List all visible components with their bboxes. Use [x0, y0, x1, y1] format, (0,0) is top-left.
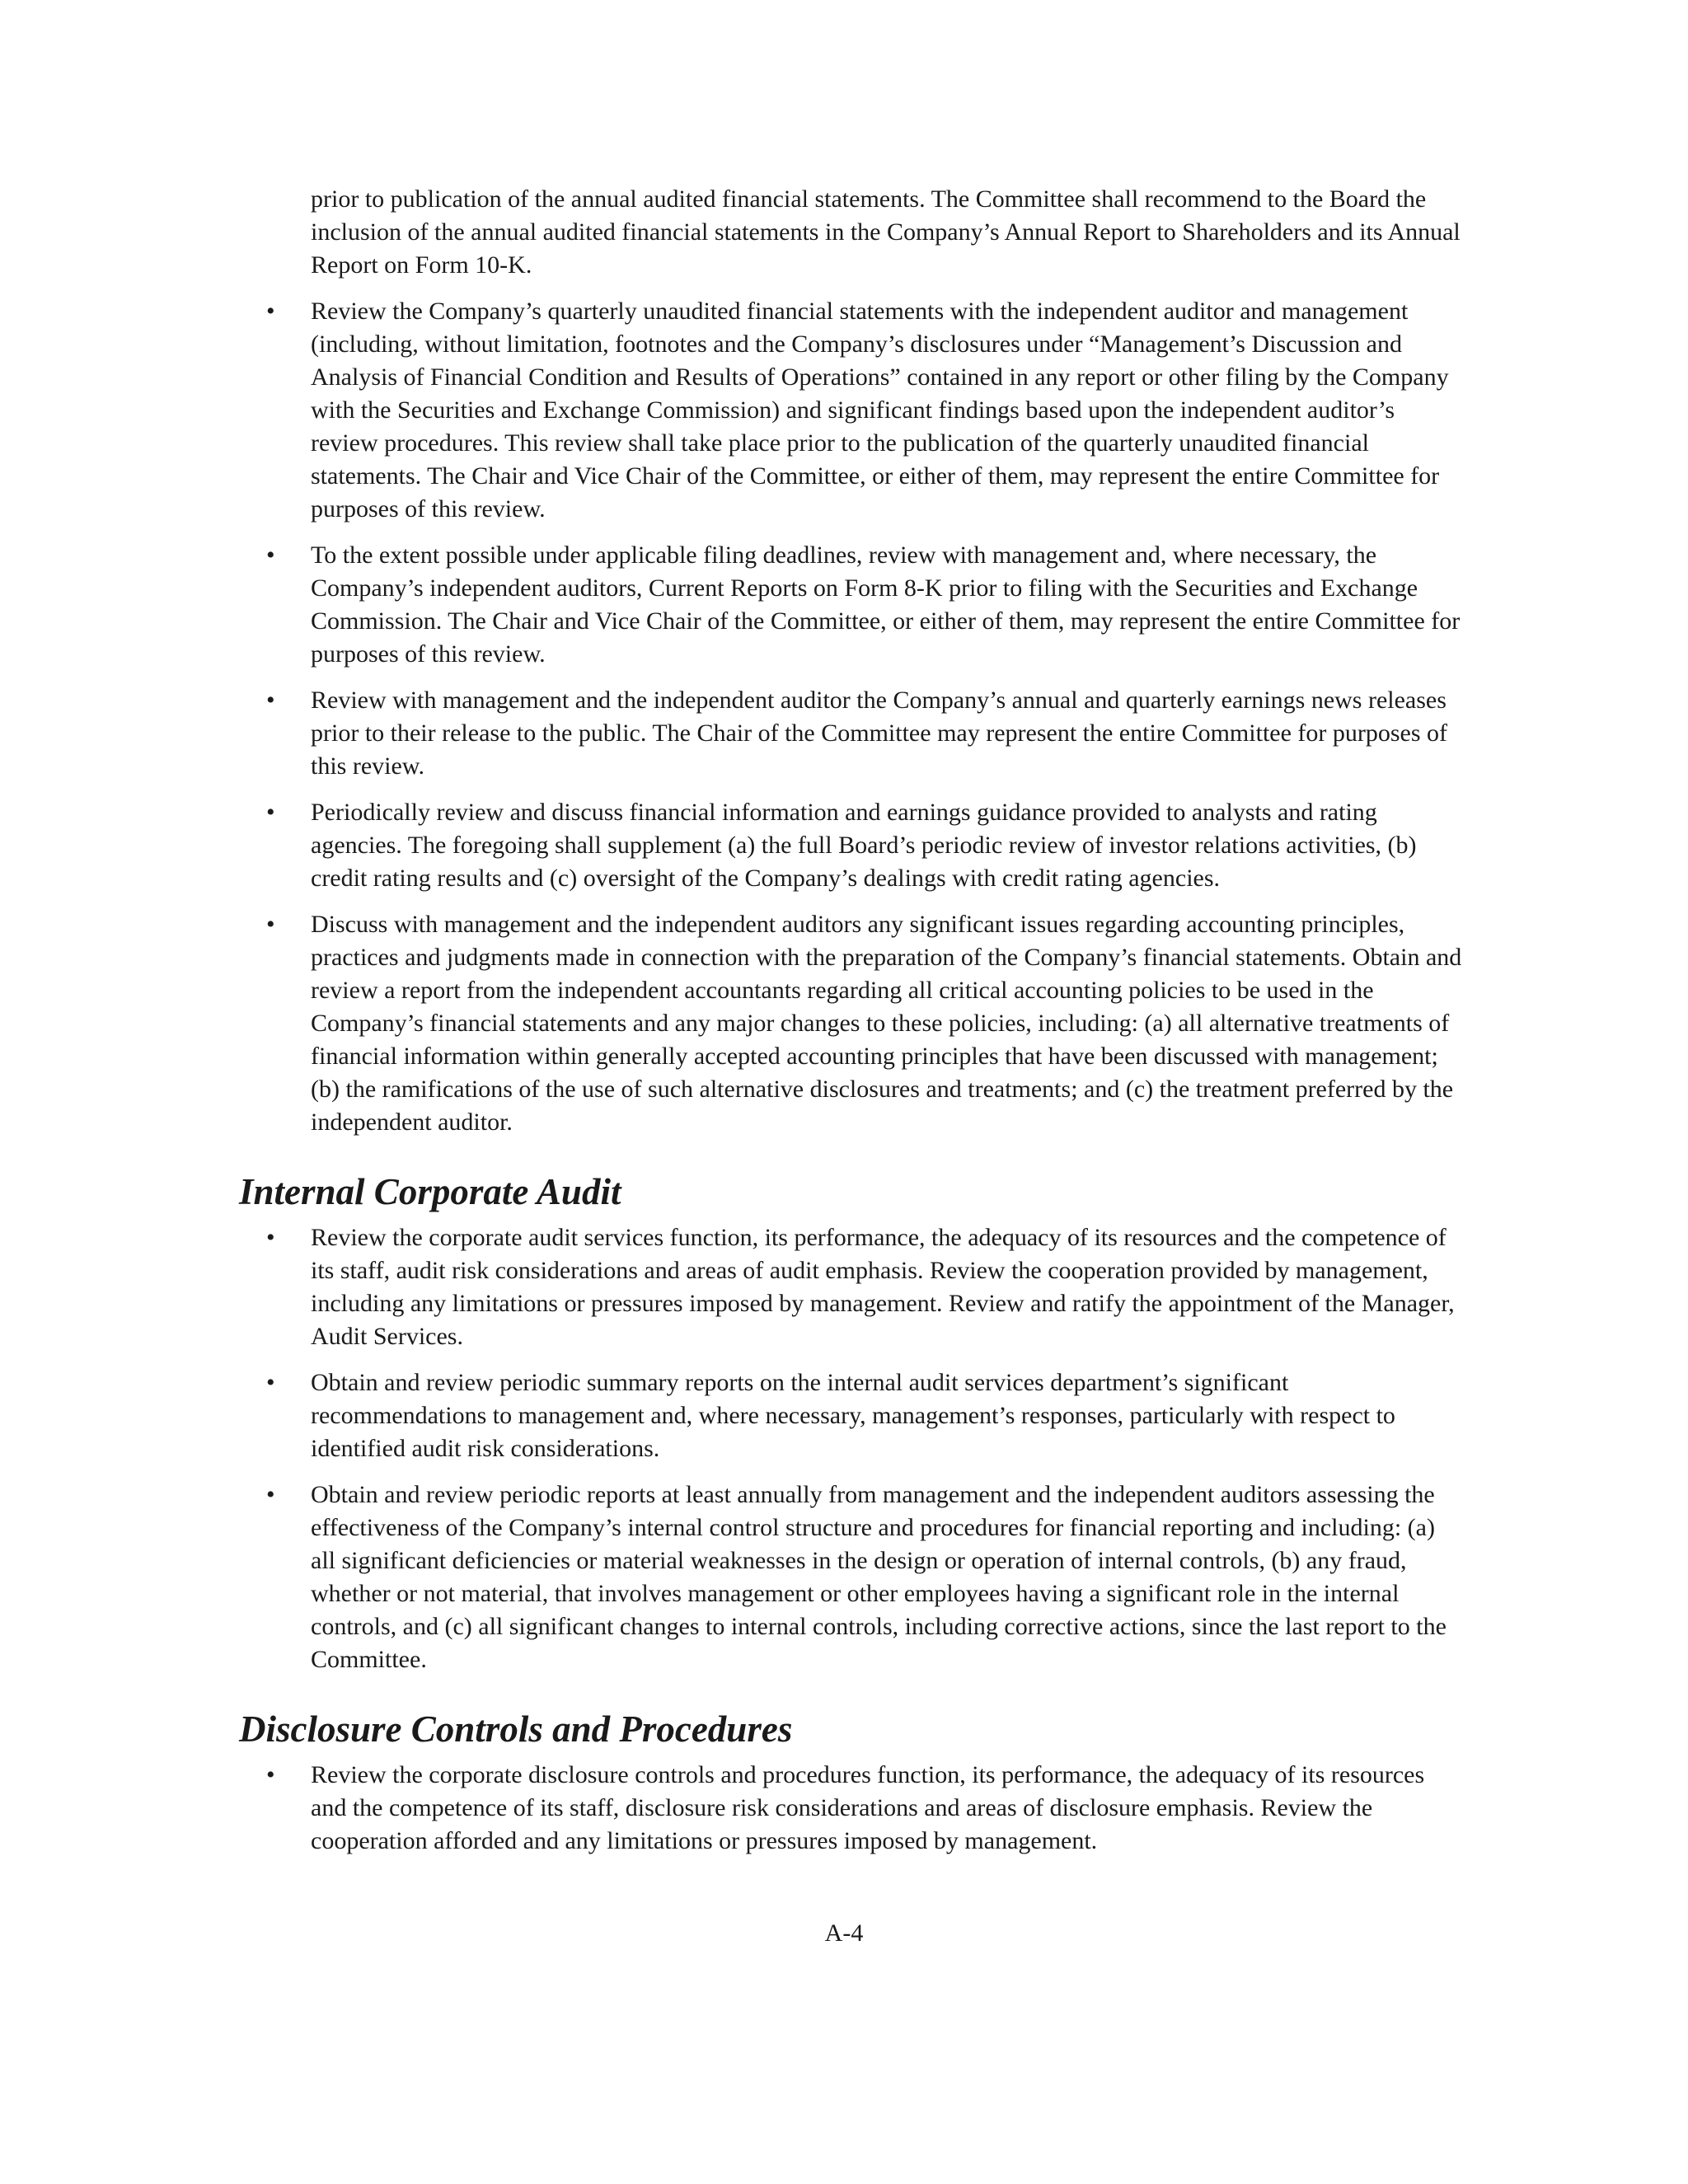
list-item: [239, 539, 1465, 671]
section-heading-disclosure-controls: Disclosure Controls and Procedures: [239, 1708, 793, 1750]
bullet-icon: •: [266, 687, 275, 714]
list-item: [239, 1479, 1465, 1676]
bullet-icon: •: [266, 541, 275, 569]
list-item-text: Review the Company’s quarterly unaudited financial statements with the independent auditor and management (including, without limitation, footnotes and the Company’s disclosures under “Management’s Discussion and Analysis of Financial Condition and Results of Operations” contained in any report or other filing by the Company with the Securities and Exchange Commission) and significant findings based upon the independent auditor’s review procedures. This review shall take place prior to the publication of the quarterly unaudited financial statements. The Chair and Vice Chair of the Committee, or either of them, may represent the entire Committee for purposes of this review.: [311, 298, 1449, 523]
page-number: A-4: [824, 1919, 864, 1947]
list-item-text: Periodically review and discuss financial information and earnings guidance provided to analysts and rating agencies. The foregoing shall supplement (a) the full Board’s periodic review of investor relations activities, (b) credit rating results and (c) oversight of the Company’s dealings with credit rating agencies.: [311, 799, 1417, 892]
bullet-icon: •: [266, 298, 275, 325]
bullet-icon: •: [266, 1761, 275, 1788]
list-item: [239, 1366, 1465, 1465]
list-item-text: Review with management and the independent auditor the Company’s annual and quarterly earnings news releases prior to their release to the public. The Chair of the Committee may represent the entire Committee for purposes of this review.: [311, 687, 1448, 780]
list-item: [239, 1221, 1465, 1353]
bullet-icon: •: [266, 799, 275, 826]
financial-reporting-list: [239, 295, 1462, 1139]
list-item: [239, 796, 1465, 895]
list-item-text: Review the corporate disclosure controls and procedures function, its performance, the adequacy of its resources and the competence of its staff, disclosure risk considerations and areas of disclosure emphasis. Review the cooperation afforded and any limitations or pressures imposed by management.: [311, 1761, 1425, 1854]
page-body: [239, 183, 1462, 1871]
bullet-icon: •: [266, 1481, 275, 1508]
section-heading-internal-corporate-audit: Internal Corporate Audit: [239, 1171, 621, 1212]
list-item: [239, 295, 1465, 526]
list-item: [239, 684, 1465, 783]
list-item-text: Obtain and review periodic summary reports on the internal audit services department’s significant recommendations to management and, where necessary, management’s responses, particularly with respect to identified audit risk considerations.: [311, 1369, 1395, 1462]
bullet-icon: •: [266, 1369, 275, 1396]
bullet-icon: •: [266, 911, 275, 938]
list-item-text: Obtain and review periodic reports at least annually from management and the independent auditors assessing the effectiveness of the Company’s internal control structure and procedures for financial reporting and including: (a) all significant deficiencies or material weaknesses in the design or operation of internal controls, (b) any fraud, whether or not material, that involves management or other employees having a significant role in the internal controls, and (c) all significant changes to internal controls, including corrective actions, since the last report to the Committee.: [311, 1481, 1447, 1673]
list-item-text: To the extent possible under applicable filing deadlines, review with management and, where necessary, the Company’s independent auditors, Current Reports on Form 8-K prior to filing with the Securities and Exchange Commission. The Chair and Vice Chair of the Committee, or either of them, may represent the entire Committee for purposes of this review.: [311, 541, 1461, 668]
list-item: [239, 908, 1465, 1139]
disclosure-controls-list: [239, 1759, 1459, 1858]
list-item: [239, 1759, 1465, 1858]
continued-paragraph: prior to publication of the annual audited financial statements. The Committee shall recommend to the Board the inclusion of the annual audited financial statements in the Company’s Annual Report to Shareholders and its Annual Report on Form 10-K.: [311, 185, 1461, 279]
list-item-text: Discuss with management and the independent auditors any significant issues regarding accounting principles, practices and judgments made in connection with the preparation of the Company’s financial statements. Obtain and review a report from the independent accountants regarding all critical accounting policies to be used in the Company’s financial statements and any major changes to these policies, including: (a) all alternative treatments of financial information within generally accepted accounting principles that have been discussed with management; (b) the ramifications of the use of such alternative disclosures and treatments; and (c) the treatment preferred by the independent auditor.: [311, 911, 1462, 1136]
bullet-icon: •: [266, 1224, 275, 1251]
internal-audit-list: [239, 1221, 1459, 1676]
list-item-text: Review the corporate audit services function, its performance, the adequacy of its resources and the competence of its staff, audit risk considerations and areas of audit emphasis. Review the cooperation provided by management, including any limitations or pressures imposed by management. Review and ratify the appointment of the Manager, Audit Services.: [311, 1224, 1455, 1350]
